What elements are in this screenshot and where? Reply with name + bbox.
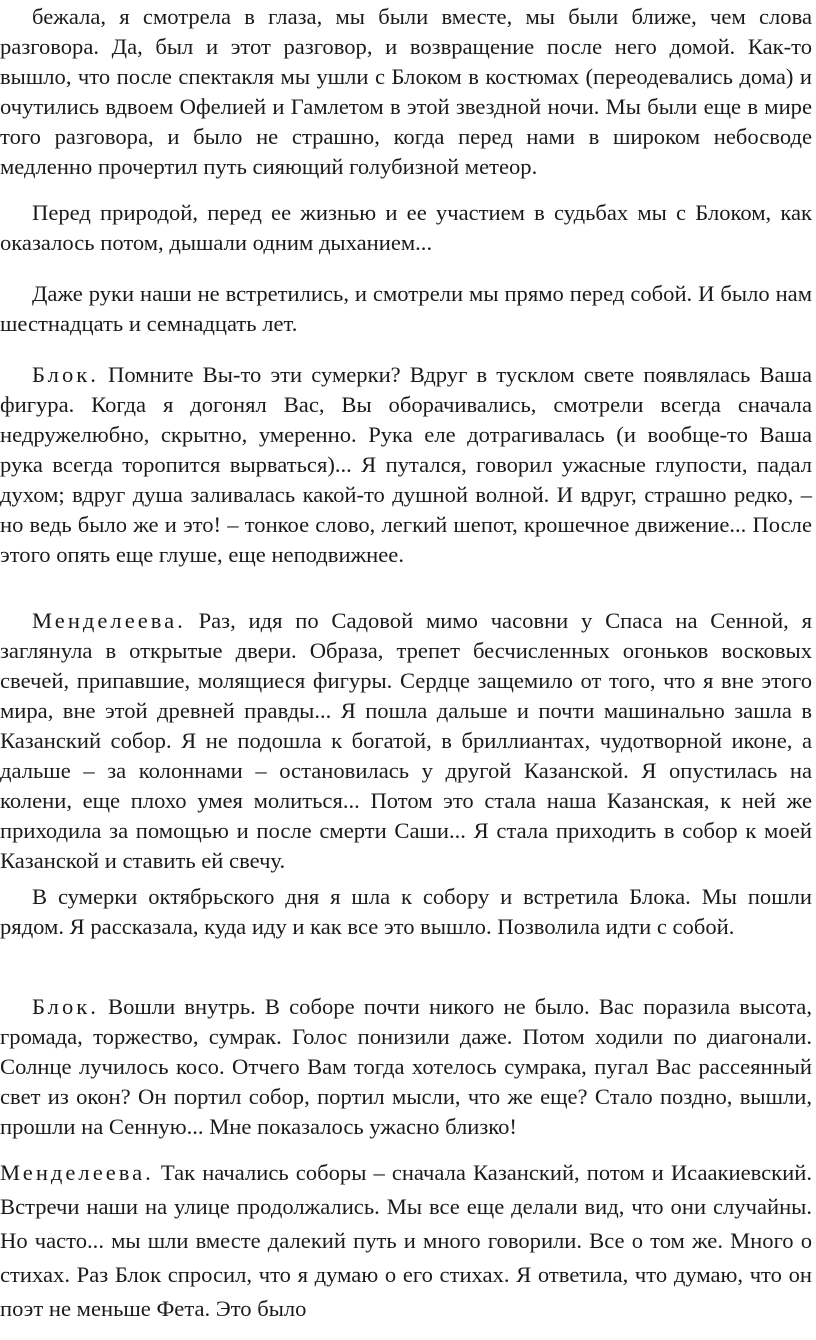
speaker-name: Менделеева.: [0, 1160, 154, 1185]
speaker-name: Блок.: [32, 362, 99, 387]
paragraph-mendeleeva-2-text: Так начались соборы – сначала Казанский, потом и Исаакиевский. Встречи наши на улице продолжались. Мы все еще делали вид, что они случайны. Но часто... мы шли вместе далекий путь и много говорили. Все о том же. Много о стихах. Раз Блок спросил, что я думаю о его стихах. Я ответила, что думаю, что он поэт не меньше Фета. Это было: [0, 1160, 812, 1321]
speaker-name: Блок.: [32, 994, 99, 1019]
paragraph-1-text: бежала, я смотрела в глаза, мы были вместе, мы были ближе, чем слова разговора. Да, был и этот разговор, и возвращение после него домой. Как-то вышло, что после спектакля мы ушли с Блоком в костюмах (переодевались дома) и очутились вдвоем Офелией и Гамлетом в этой звездной ночи. Мы были еще в мире того разговора, и было не страшно, когда перед нами в широком небосводе медленно прочертил путь сияющий голубизной метеор.: [0, 4, 812, 179]
paragraph-mendeleeva-1-text: Раз, идя по Садовой мимо часовни у Спаса на Сенной, я заглянула в открытые двери. Образа, трепет бесчисленных огоньков восковых свечей, припавшие, молящиеся фигуры. Сердце защемило от того, что я вне этого мира, вне этой древней правды... Я пошла дальше и почти машинально зашла в Казанский собор. Я не подошла к богатой, в бриллиантах, чудотворной иконе, а дальше – за колоннами – остановилась у другой Казанской. Я опустилась на колени, еще плохо умея молиться... Потом это стала наша Казанская, к ней же приходила за помощью и после смерти Саши... Я стала приходить в собор к моей Казанской и ставить ей свечу.: [0, 608, 812, 873]
paragraph-2-text: Перед природой, перед ее жизнью и ее участием в судьбах мы с Блоком, как оказалось потом, дышали одним дыханием...: [0, 200, 812, 255]
paragraph-3-text: Даже руки наши не встретились, и смотрели мы прямо перед собой. И было нам шестнадцать и семнадцать лет.: [0, 281, 812, 336]
paragraph-1: [0, 2, 812, 182]
paragraph-blok-1: [0, 360, 812, 570]
paragraph-6: [0, 882, 812, 942]
paragraph-blok-2-text: Вошли внутрь. В соборе почти никого не было. Вас поразила высота, громада, торжество, сумрак. Голос понизили даже. Потом ходили по диагонали. Солнце лучилось косо. Отчего Вам тогда хотелось сумрака, пугал Вас рассеянный свет из окон? Он портил собор, портил мысли, что же еще? Стало поздно, вышли, прошли на Сенную... Мне показалось ужасно близко!: [0, 994, 812, 1139]
paragraph-blok-1-text: Помните Вы-то эти сумерки? Вдруг в тусклом свете появлялась Ваша фигура. Когда я догонял Вас, Вы оборачивались, смотрели всегда сначала недружелюбно, скрытно, умеренно. Рука еле дотрагивалась (и вообще-то Ваша рука всегда торопится вырваться)... Я путался, говорил ужасные глупости, падал духом; вдруг душа заливалась какой-то душной волной. И вдруг, страшно редко, – но ведь было же и это! – тонкое слово, легкий шепот, крошечное движение... После этого опять еще глуше, еще неподвижнее.: [0, 362, 812, 567]
paragraph-6-text: В сумерки октябрьского дня я шла к собору и встретила Блока. Мы пошли рядом. Я рассказала, куда иду и как все это вышло. Позволила идти с собой.: [0, 884, 812, 939]
paragraph-mendeleeva-2: [0, 1156, 812, 1326]
paragraph-3: [0, 279, 812, 339]
speaker-name: Менделеева.: [32, 608, 186, 633]
paragraph-2: [0, 198, 812, 258]
paragraph-blok-2: [0, 992, 812, 1142]
paragraph-mendeleeva-1: [0, 606, 812, 876]
